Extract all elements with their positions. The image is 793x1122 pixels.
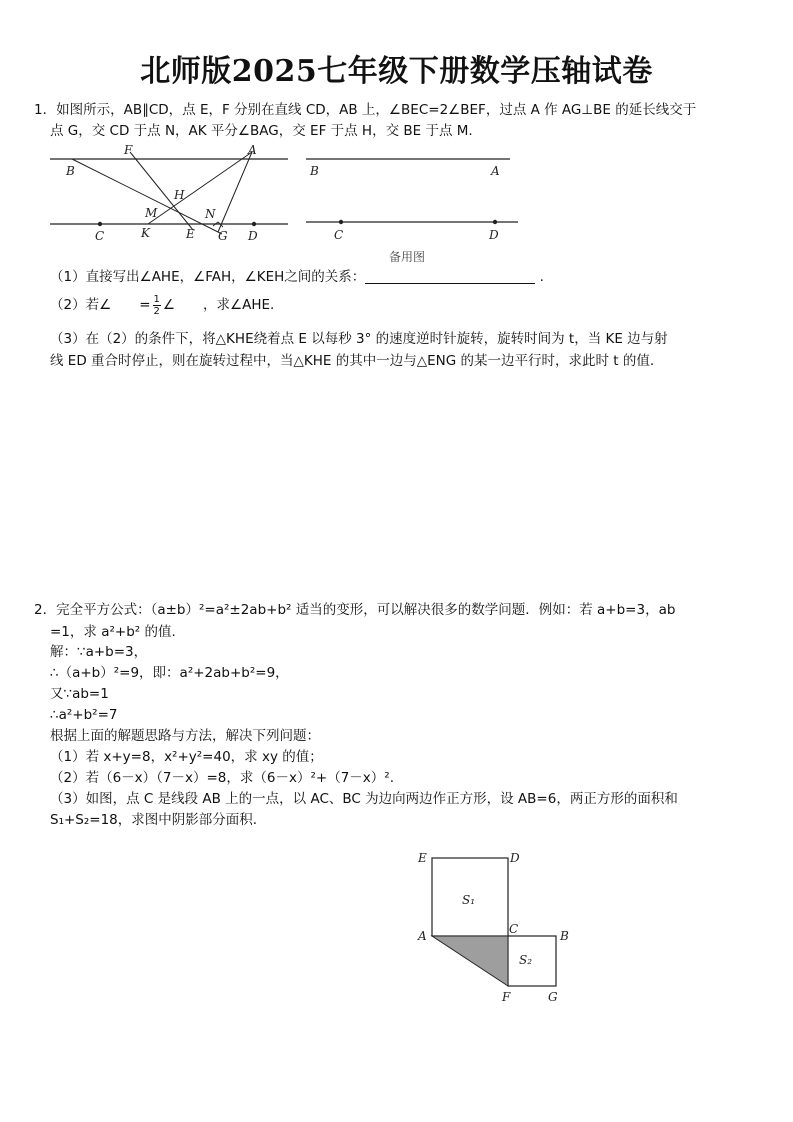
label-k: K: [141, 226, 150, 240]
q2-part3-line1: （3）如图，点 C 是线段 AB 上的一点，以 AC、BC 为边向两边作正方形，设 AB=6，两正方形的面积和: [50, 791, 678, 807]
answer-blank[interactable]: [365, 269, 535, 284]
q1-part3-line1: （3）在（2）的条件下，将△KHE绕着点 E 以每秒 3° 的速度逆时针旋转，旋转时间为 t，当 KE 边与射: [50, 331, 668, 347]
q2-solution-2: ∴（a+b）²=9，即：a²+2ab+b²=9，: [50, 665, 289, 681]
spare-label-c: C: [334, 228, 344, 242]
q2-part1: （1）若 x+y=8，x²+y²=40，求 xy 的值；: [50, 749, 323, 765]
label-b2: B: [560, 929, 569, 943]
q2-solution-4: ∴a²+b²=7: [50, 707, 118, 723]
q2-solution-1: 解：∵a+b=3，: [50, 644, 148, 660]
label-c: C: [95, 229, 105, 243]
q1-stem-line1: 1．如图所示，AB∥CD，点 E，F 分别在直线 CD，AB 上，∠BEC=2∠BEF，过点 A 作 AG⊥BE 的延长线交于: [34, 102, 697, 118]
point-c: [98, 222, 102, 226]
q2-stem-line2: =1，求 a²+b² 的值.: [50, 624, 176, 640]
spare-label-b: B: [310, 164, 319, 178]
label-f2: F: [502, 990, 511, 1004]
label-b: B: [66, 164, 75, 178]
spare-label-d: D: [489, 228, 499, 242]
label-m: M: [145, 206, 158, 220]
q1-stem-line2: 点 G，交 CD 于点 N，AK 平分∠BAG，交 EF 于点 H，交 BE 于点 M.: [50, 123, 473, 139]
label-d: D: [248, 229, 258, 243]
q2-part3-line2: S₁+S₂=18，求图中阴影部分面积.: [50, 812, 258, 828]
label-a2: A: [418, 929, 427, 943]
segment-bg: [72, 159, 222, 234]
q1-part3-line2: 线 ED 重合时停止，则在旋转过程中，当△KHE 的其中一边与△ENG 的某一边平行时，求此时 t 的值.: [50, 353, 655, 369]
q2-instruction: 根据上面的解题思路与方法，解决下列问题：: [50, 728, 320, 744]
label-f: F: [124, 143, 133, 157]
label-e2: E: [418, 851, 427, 865]
spare-label-a: A: [491, 164, 500, 178]
q2-solution-3: 又∵ab=1: [50, 686, 109, 702]
q2-stem-line1: 2．完全平方公式：（a±b）²=a²±2ab+b² 适当的变形，可以解决很多的数学问题．例如：若 a+b=3，ab: [34, 602, 676, 618]
q2-part2: （2）若（6－x）（7－x）=8，求（6－x）²+（7－x）².: [50, 770, 394, 786]
q1-part2: （2）若∠ = $\frac{1}{2}$ ∠ ，求∠AHE.: [50, 293, 275, 317]
page-title: 北师版2025七年级下册数学压轴试卷: [140, 54, 653, 89]
label-s1: S₁: [462, 893, 476, 907]
q1-part1: （1）直接写出∠AHE，∠FAH，∠KEH之间的关系： .: [50, 269, 544, 285]
spare-point-c: [339, 220, 343, 224]
fraction-one-half: $\frac{1}{2}$: [153, 293, 160, 317]
label-n: N: [205, 207, 216, 221]
label-a: A: [248, 143, 257, 157]
label-g: G: [218, 229, 228, 243]
label-s2: S₂: [519, 953, 533, 967]
point-d: [252, 222, 256, 226]
label-d2: D: [510, 851, 520, 865]
q2-figure: [410, 848, 590, 1008]
q1-figure: [48, 140, 528, 265]
label-g2: G: [548, 990, 558, 1004]
spare-figure-caption: 备用图: [389, 250, 426, 264]
label-c2: C: [509, 922, 519, 936]
label-e: E: [186, 227, 195, 241]
spare-point-d: [493, 220, 497, 224]
shaded-triangle: [432, 936, 508, 986]
label-h: H: [174, 188, 185, 202]
